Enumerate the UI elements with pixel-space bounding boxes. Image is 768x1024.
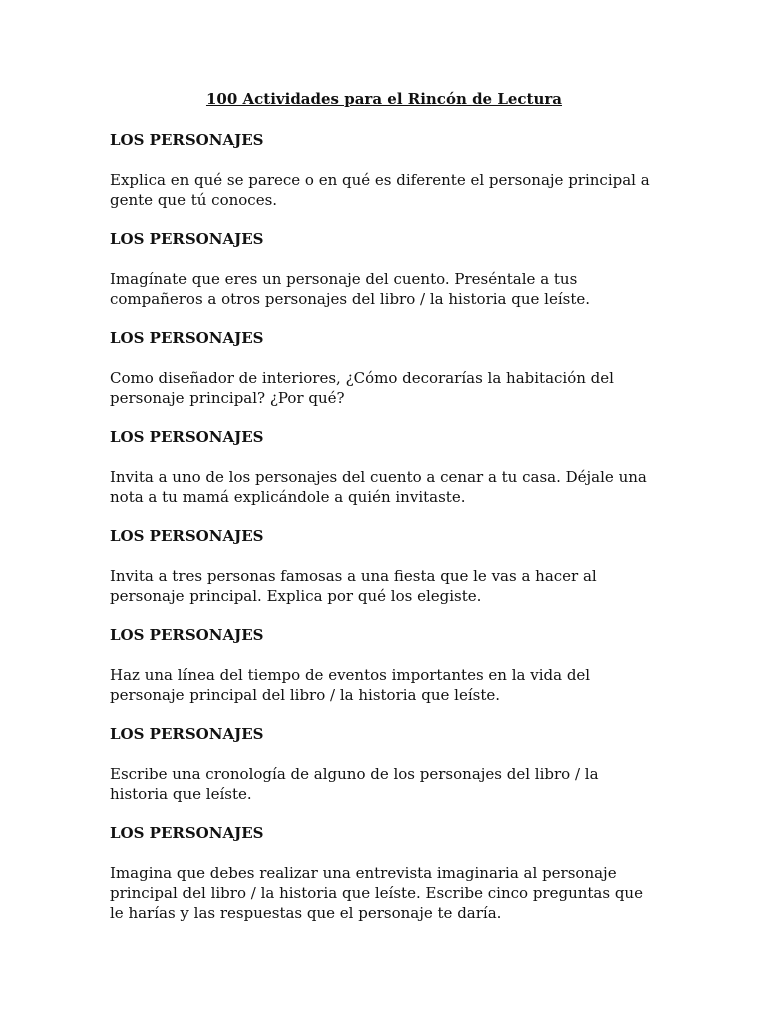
body-line: Imagínate que eres un personaje del cuento. Preséntale a tus — [110, 270, 578, 288]
body-line: Imagina que debes realizar una entrevista imaginaria al personaje — [110, 864, 617, 882]
activity-section — [110, 328, 658, 408]
section-body — [110, 764, 658, 804]
activity-section — [110, 625, 658, 705]
section-heading: LOS PERSONAJES — [110, 824, 264, 842]
section-body — [110, 368, 658, 408]
section-heading: LOS PERSONAJES — [110, 329, 264, 347]
activity-section — [110, 229, 658, 309]
section-heading: LOS PERSONAJES — [110, 428, 264, 446]
body-line: historia que leíste. — [110, 785, 252, 803]
activity-list — [110, 130, 658, 923]
activity-section — [110, 526, 658, 606]
section-heading: LOS PERSONAJES — [110, 527, 264, 545]
section-body — [110, 863, 658, 923]
section-heading: LOS PERSONAJES — [110, 131, 264, 149]
section-body — [110, 467, 658, 507]
section-body — [110, 665, 658, 705]
section-heading: LOS PERSONAJES — [110, 230, 264, 248]
body-line: compañeros a otros personajes del libro / la historia que leíste. — [110, 290, 590, 308]
activity-section — [110, 130, 658, 210]
section-heading: LOS PERSONAJES — [110, 626, 264, 644]
body-line: personaje principal? ¿Por qué? — [110, 389, 345, 407]
body-line: Como diseñador de interiores, ¿Cómo decorarías la habitación del — [110, 369, 614, 387]
body-line: principal del libro / la historia que leíste. Escribe cinco preguntas que — [110, 884, 643, 902]
body-line: Invita a tres personas famosas a una fiesta que le vas a hacer al — [110, 567, 597, 585]
activity-section — [110, 724, 658, 804]
body-line: gente que tú conoces. — [110, 191, 278, 209]
body-line: Escribe una cronología de alguno de los personajes del libro / la — [110, 765, 599, 783]
body-line: personaje principal. Explica por qué los elegiste. — [110, 587, 482, 605]
body-line: Invita a uno de los personajes del cuento a cenar a tu casa. Déjale una — [110, 468, 647, 486]
activity-section — [110, 427, 658, 507]
body-line: nota a tu mamá explicándole a quién invitaste. — [110, 488, 466, 506]
body-line: Haz una línea del tiempo de eventos importantes en la vida del — [110, 666, 591, 684]
body-line: Explica en qué se parece o en qué es diferente el personaje principal a — [110, 171, 650, 189]
section-body — [110, 566, 658, 606]
section-body — [110, 269, 658, 309]
body-line: le harías y las respuestas que el personaje te daría. — [110, 904, 502, 922]
document-title: 100 Actividades para el Rincón de Lectura — [205, 90, 563, 108]
body-line: personaje principal del libro / la historia que leíste. — [110, 686, 500, 704]
section-body — [110, 170, 658, 210]
activity-section — [110, 823, 658, 923]
section-heading: LOS PERSONAJES — [110, 725, 264, 743]
